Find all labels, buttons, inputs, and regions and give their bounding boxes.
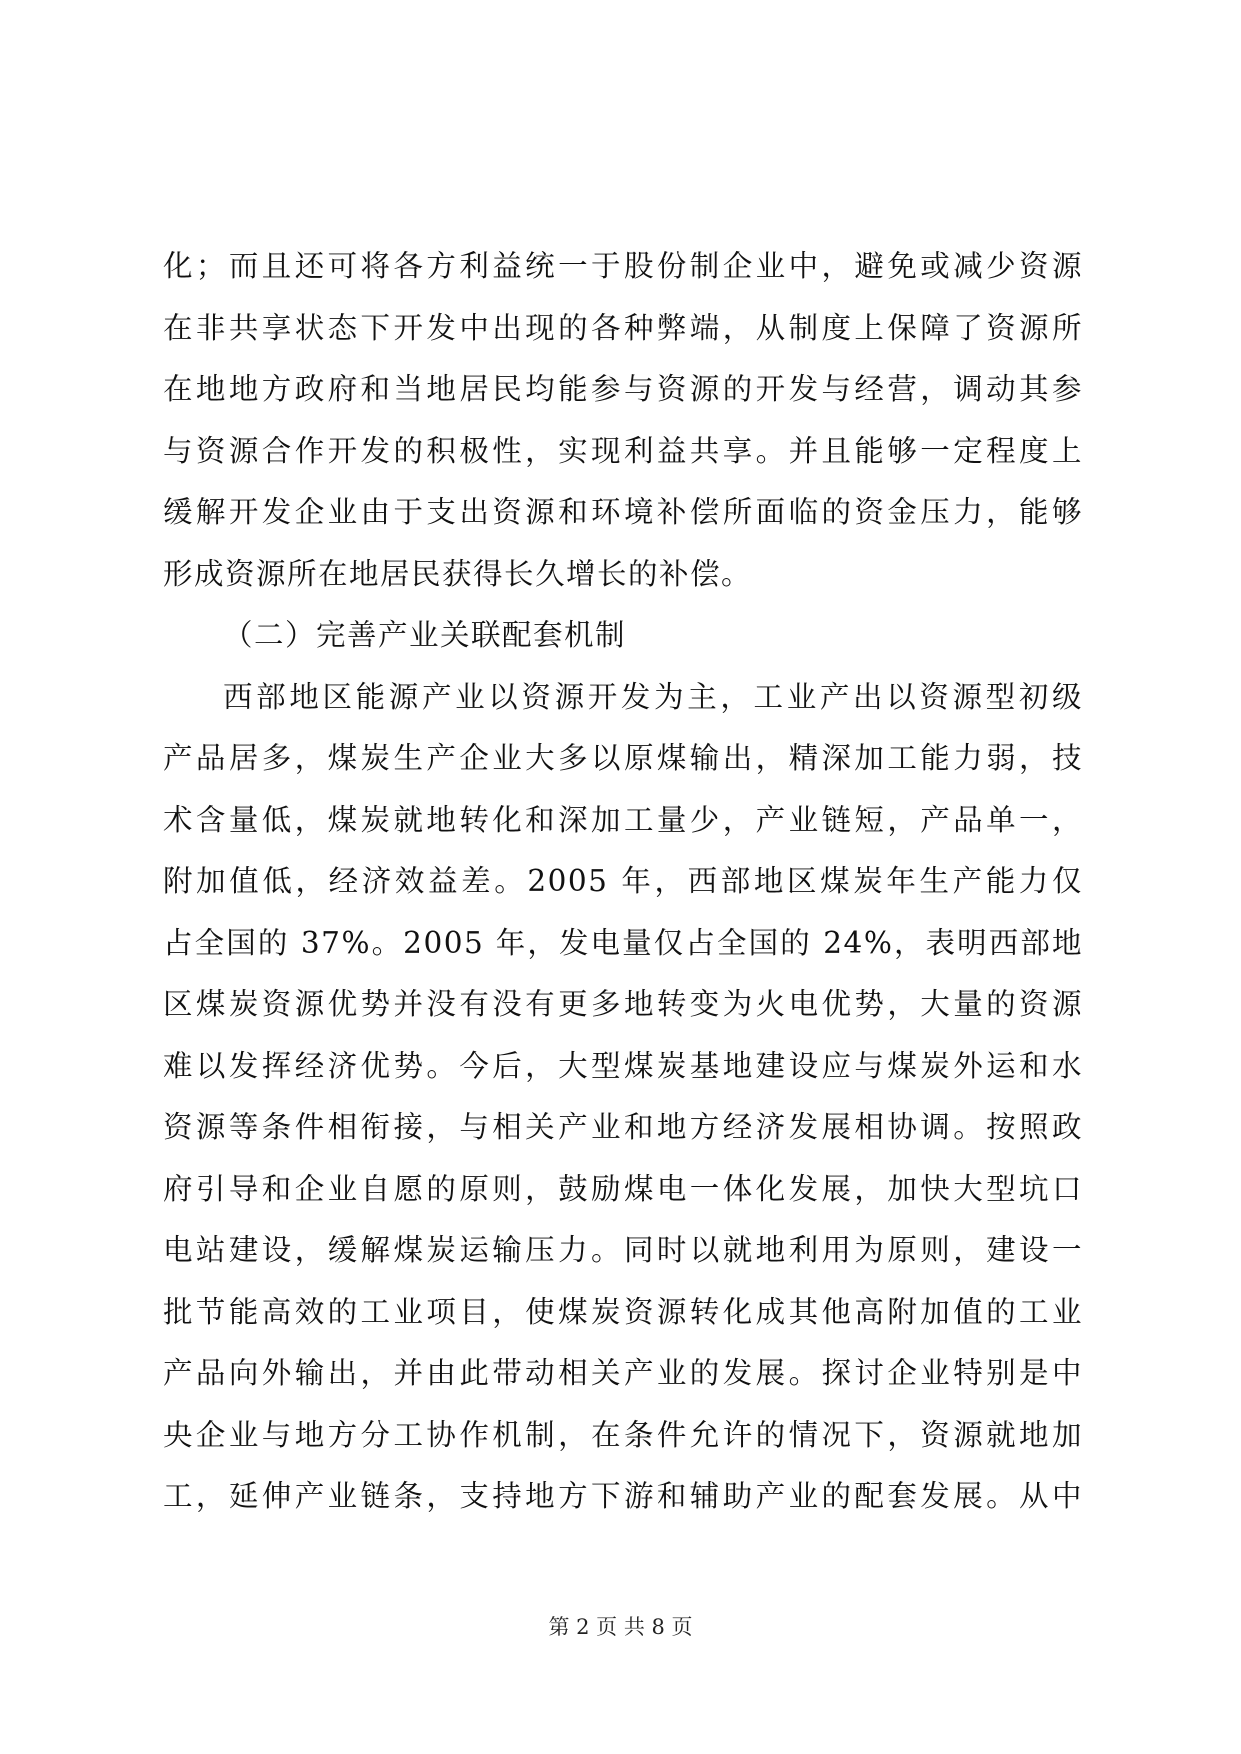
- text-line: 缓解开发企业由于支出资源和环境补偿所面临的资金压力，能够: [163, 495, 1083, 529]
- document-body: [163, 236, 1083, 1528]
- text-line: 占全国的 37%。2005 年，发电量仅占全国的 24%，表明西部地: [163, 925, 1083, 960]
- text-line: 术含量低，煤炭就地转化和深加工量少，产业链短，产品单一，: [163, 802, 1083, 837]
- paragraph-2: [163, 667, 1083, 1528]
- text-line: 区煤炭资源优势并没有没有更多地转变为火电优势，大量的资源: [163, 987, 1083, 1021]
- text-line: 形成资源所在地居民获得长久增长的补偿。: [163, 556, 753, 591]
- section-heading: （二）完善产业关联配套机制: [223, 618, 627, 652]
- text-line: 产品居多，煤炭生产企业大多以原煤输出，精深加工能力弱，技: [163, 741, 1083, 775]
- text-line: 电站建设，缓解煤炭运输压力。同时以就地利用为原则，建设一: [163, 1233, 1083, 1267]
- text-line: 化；而且还可将各方利益统一于股份制企业中，避免或减少资源: [163, 249, 1083, 283]
- text-line: 批节能高效的工业项目，使煤炭资源转化成其他高附加值的工业: [163, 1294, 1083, 1329]
- text-line: 附加值低，经济效益差。2005 年，西部地区煤炭年生产能力仅: [163, 864, 1083, 898]
- text-line: 西部地区能源产业以资源开发为主，工业产出以资源型初级: [223, 679, 1083, 714]
- paragraph-1: [163, 236, 1083, 605]
- text-line: 资源等条件相衔接，与相关产业和地方经济发展相协调。按照政: [163, 1110, 1083, 1144]
- text-line: 在非共享状态下开发中出现的各种弊端，从制度上保障了资源所: [163, 310, 1083, 345]
- text-line: 在地地方政府和当地居民均能参与资源的开发与经营，调动其参: [163, 372, 1083, 406]
- text-line: 难以发挥经济优势。今后，大型煤炭基地建设应与煤炭外运和水: [163, 1048, 1083, 1083]
- text-line: 府引导和企业自愿的原则，鼓励煤电一体化发展，加快大型坑口: [163, 1171, 1083, 1206]
- page-footer: [0, 1612, 1241, 1642]
- text-line: 工，延伸产业链条，支持地方下游和辅助产业的配套发展。从中: [163, 1479, 1083, 1513]
- page-number: 第 2 页 共 8 页: [548, 1615, 693, 1639]
- text-line: 央企业与地方分工协作机制，在条件允许的情况下，资源就地加: [163, 1417, 1083, 1452]
- text-line: 产品向外输出，并由此带动相关产业的发展。探讨企业特别是中: [163, 1356, 1083, 1390]
- text-line: 与资源合作开发的积极性，实现利益共享。并且能够一定程度上: [163, 433, 1083, 468]
